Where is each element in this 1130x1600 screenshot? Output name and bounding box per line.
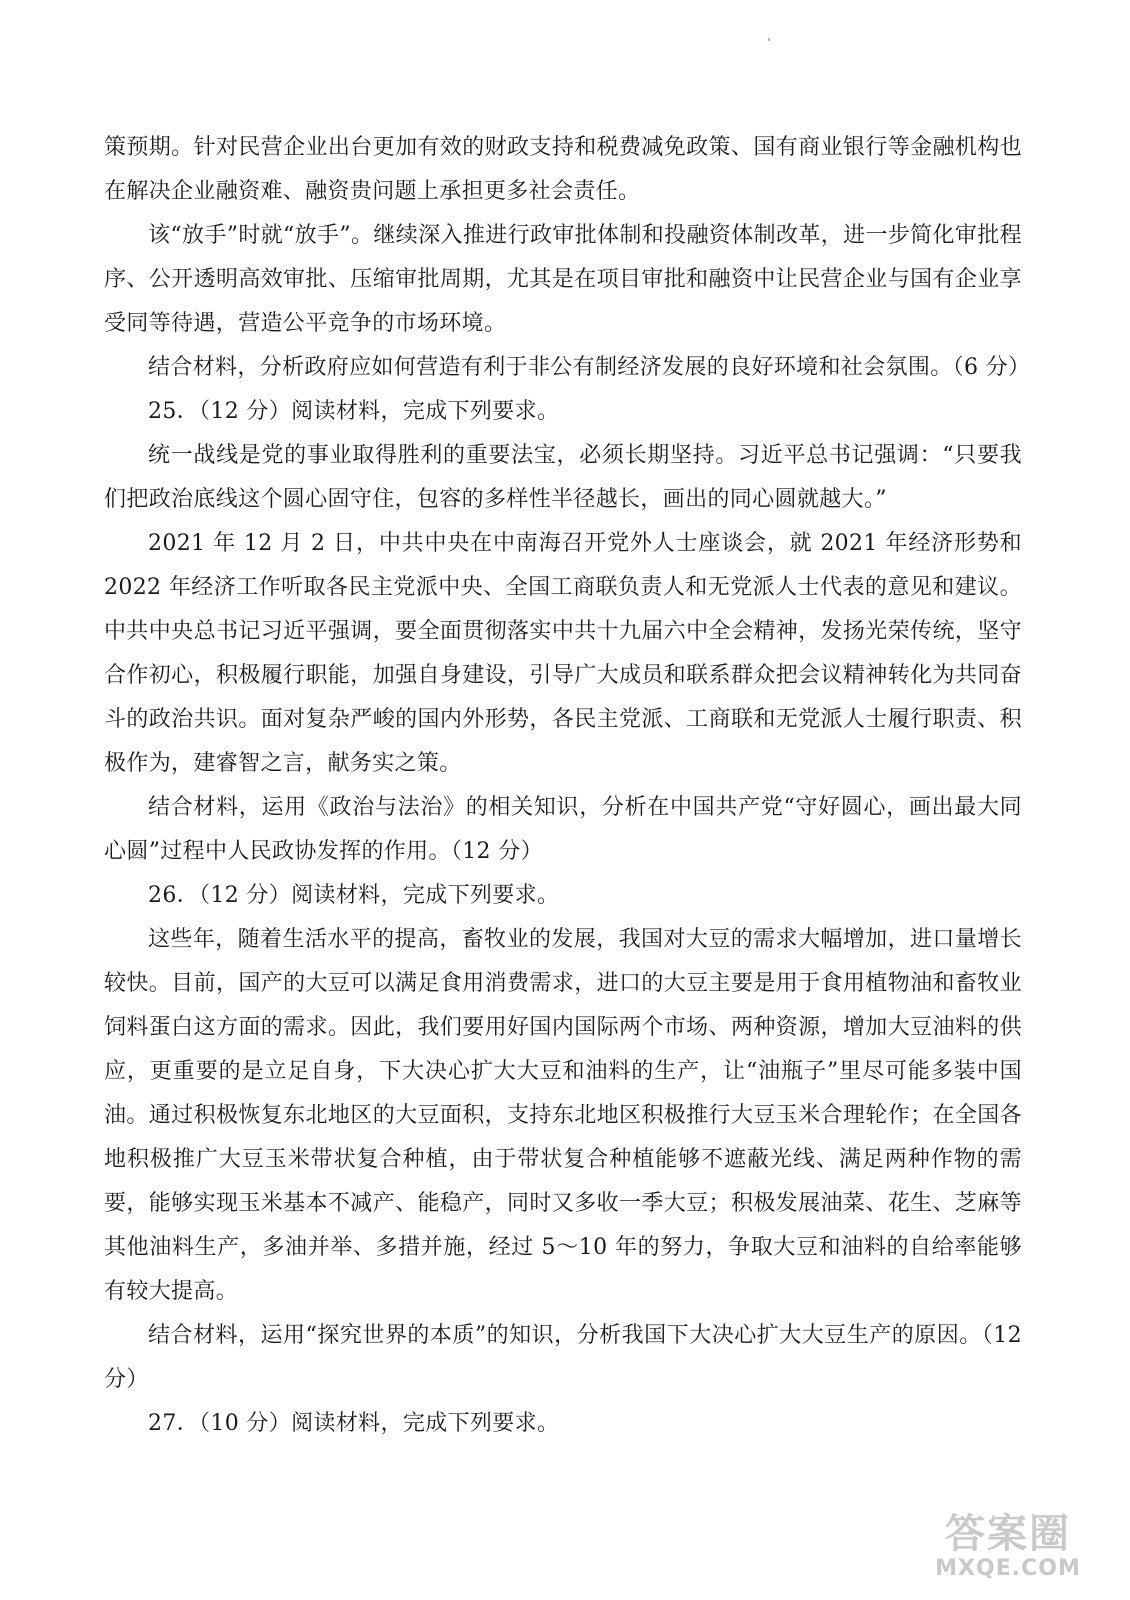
watermark-logo: [928, 1512, 1088, 1586]
question-25-heading: 25．（12 分）阅读材料，完成下列要求。: [148, 399, 560, 424]
document-body: [104, 126, 1031, 1446]
question-25-prompt: 结合材料，运用《政治与法治》的相关知识，分析在中国共产党“守好圆心，画出最大同心圆”过程中人民政协发挥的作用。（12 分）: [104, 795, 1022, 864]
question-26-heading: 26．（12 分）阅读材料，完成下列要求。: [148, 883, 560, 908]
question-27-heading: 27．（10 分）阅读材料，完成下列要求。: [148, 1411, 560, 1436]
paragraph-continued-policy: 策预期。针对民营企业出台更加有效的财政支持和税费减免政策、国有商业银行等金融机构也在解决企业融资难、融资贵问题上承担更多社会责任。: [104, 135, 1022, 204]
question-24-prompt: 结合材料，分析政府应如何营造有利于非公有制经济发展的良好环境和社会氛围。（6 分）: [148, 355, 1031, 380]
question-25-material-2: 2021 年 12 月 2 日，中共中央在中南海召开党外人士座谈会，就 2021 年经济形势和 2022 年经济工作听取各民主党派中央、全国工商联负责人和无党派人士代表的意见和建议。中共中央总书记习近平强调，要全面贯彻落实中共十九届六中全会精神，发扬光荣传统，坚守合作初心，积极履行职能，加强自身建设，引导广大成员和联系群众把会议精神转化为共同奋斗的政治共识。面对复杂严峻的国内外形势，各民主党派、工商联和无党派人士履行职责、积极作为，建睿智之言，献务实之策。: [104, 531, 1022, 776]
paragraph-let-go: 该“放手”时就“放手”。继续深入推进行政审批体制和投融资体制改革，进一步简化审批程序、公开透明高效审批、压缩审批周期，尤其是在项目审批和融资中让民营企业与国有企业享受同等待遇，营造公平竞争的市场环境。: [104, 223, 1022, 336]
watermark-cn-text: 答案圈: [945, 1511, 1071, 1557]
question-26-prompt: 结合材料，运用“探究世界的本质”的知识，分析我国下大决心扩大大豆生产的原因。（12 分）: [104, 1323, 1022, 1392]
question-25-material-1: 统一战线是党的事业取得胜利的重要法宝，必须长期坚持。习近平总书记强调：“只要我们把政治底线这个圆心固守住，包容的多样性半径越长，画出的同心圆就越大。”: [104, 443, 1022, 512]
scan-speck: [768, 38, 770, 41]
question-26-material: 这些年，随着生活水平的提高，畜牧业的发展，我国对大豆的需求大幅增加，进口量增长较快。目前，国产的大豆可以满足食用消费需求，进口的大豆主要是用于食用植物油和畜牧业饲料蛋白这方面的需求。因此，我们要用好国内国际两个市场、两种资源，增加大豆油料的供应，更重要的是立足自身，下大决心扩大大豆和油料的生产，让“油瓶子”里尽可能多装中国油。通过积极恢复东北地区的大豆面积，支持东北地区积极推行大豆玉米合理轮作；在全国各地积极推广大豆玉米带状复合种植，由于带状复合种植能够不遮蔽光线、满足两种作物的需要，能够实现玉米基本不减产、能稳产，同时又多收一季大豆；积极发展油菜、花生、芝麻等其他油料生产，多油并举、多措并施，经过 5～10 年的努力，争取大豆和油料的自给率能够有较大提高。: [104, 927, 1022, 1304]
watermark-en-text: MXQE.COM: [935, 1556, 1081, 1581]
